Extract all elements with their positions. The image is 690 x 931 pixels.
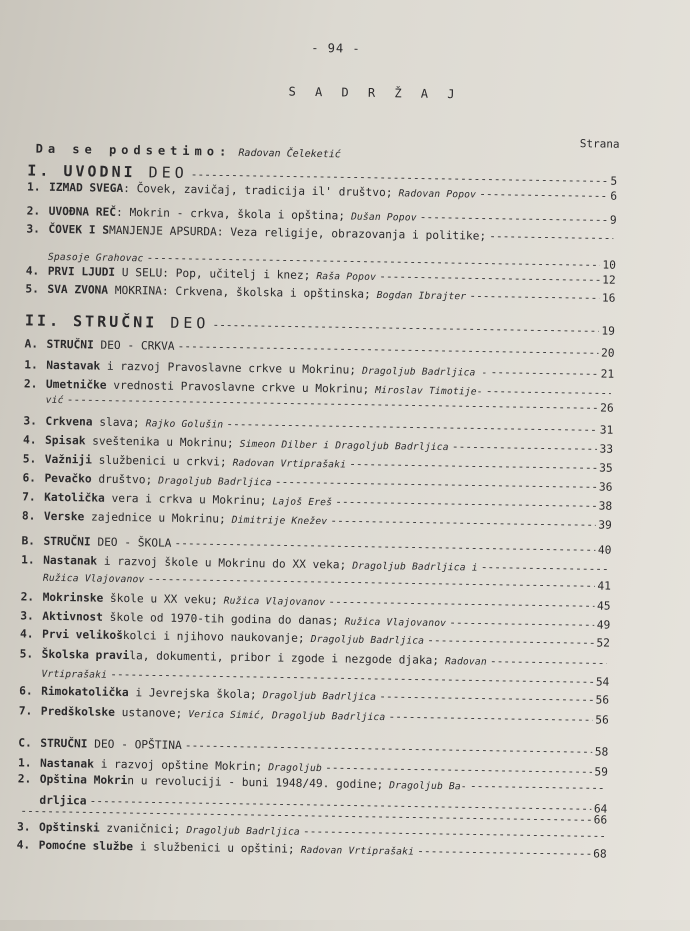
toc-entry <box>24 337 614 359</box>
page-ref: 54 <box>595 675 610 689</box>
page-ref: 64 <box>593 802 608 816</box>
entry-number: 7. <box>22 490 36 504</box>
entry-text <box>17 838 415 857</box>
entry-text <box>21 590 326 608</box>
page-ref: 58 <box>594 745 609 759</box>
entry-text <box>23 414 223 430</box>
entry-author: Miroslav Timotije- <box>369 384 483 398</box>
entry-bold-text: Aktivnost <box>42 609 104 624</box>
entry-bold-text: STRUČNI <box>46 337 94 352</box>
entry-bold-text: UVOĐNA REČ <box>48 204 117 219</box>
entry-text <box>25 311 210 332</box>
entry-title: U SELU: Pop, učitelj i knez; <box>114 265 311 282</box>
entry-bold-text: Mokrinske <box>42 590 104 605</box>
entry-bold-text: IZMAD SVEGA <box>48 180 124 195</box>
entry-text <box>26 264 377 283</box>
dash-leader <box>489 230 613 245</box>
page-ref: 35 <box>599 461 613 475</box>
page-ref: 26 <box>600 401 614 415</box>
entry-bold-text: Crkvena <box>45 414 93 429</box>
entry-title: službenici u crkvi; <box>91 453 227 469</box>
page-ref: 21 <box>600 367 615 381</box>
entry-author: Dragoljub Badrljica - <box>355 365 488 379</box>
dash-leader <box>335 495 596 512</box>
entry-title: MOKRINA: Crkvena, školska i opštinska; <box>107 283 371 301</box>
dash-leader <box>212 318 598 337</box>
entry-number: 2. <box>26 204 41 218</box>
entry-title: : Čovek, zavičaj, tradicija il' društvo; <box>123 181 393 200</box>
entry-author: vić <box>45 394 64 407</box>
entry-title: i razvoj Pravoslavne crkve u Mokrinu; <box>100 359 357 377</box>
dash-leader <box>177 340 598 360</box>
entry-title: MANJENJE APSURDA: Veza religije, obrazovanja i politike; <box>108 223 487 243</box>
dash-leader <box>174 537 595 557</box>
entry-author: Dragoljub Badrljica <box>304 633 425 647</box>
page-ref: 41 <box>597 579 611 593</box>
entry-title: zvaničnici; <box>99 821 181 836</box>
page-ref: 59 <box>594 765 609 779</box>
entry-bold-text: Spisak <box>44 433 86 448</box>
entry-text <box>21 570 145 585</box>
entry-text <box>20 609 446 629</box>
dash-leader <box>110 668 593 689</box>
page-title: S A D R Ž A J <box>288 84 461 102</box>
heading-rest: DEO <box>157 313 210 333</box>
entry-author: Verica Simić, Dragoljub Badrljica <box>182 708 386 724</box>
entry-author: Dragoljub <box>262 762 323 775</box>
entry-text <box>27 204 417 223</box>
entry-title: i razvoj škole u Mokrinu do XX veka; <box>96 554 347 572</box>
dash-leader <box>275 475 596 493</box>
entry-text <box>21 534 171 549</box>
entry-number: 3. <box>20 609 34 623</box>
page-ref: 31 <box>599 423 614 437</box>
entry-number: 4. <box>16 838 31 852</box>
dash-leader <box>147 572 594 592</box>
entry-text <box>23 452 347 470</box>
entry-bold-text: Opštinski <box>38 820 100 835</box>
page-ref: 36 <box>598 480 613 494</box>
toc-entry <box>19 704 609 726</box>
entry-text <box>18 756 322 774</box>
section-heading <box>25 311 615 338</box>
entry-author: Raša Popov <box>310 270 377 283</box>
entry-author: Dimitrije Knežev <box>225 514 328 528</box>
entry-title: n u revoluciji - buni 1948/49. godine; <box>127 774 384 792</box>
entry-author: Bogdan Ibrajter <box>370 289 467 303</box>
entry-author: Dragoljub Badrljica i <box>346 560 478 574</box>
toc-entry <box>24 358 614 380</box>
entry-bold-text: SVA ZVONA <box>47 282 109 297</box>
heading-rest: DEO <box>135 163 188 182</box>
page-ref: 6 <box>610 189 618 203</box>
entry-author: Radovan <box>438 655 487 668</box>
entry-bold-text: Nastavak <box>46 358 101 373</box>
dash-leader <box>470 779 605 794</box>
entry-title: slava; <box>92 415 140 430</box>
toc-entry <box>19 684 609 706</box>
dash-leader <box>379 270 599 286</box>
entry-title: DEO - OPŠTINA <box>87 737 182 752</box>
entry-text <box>17 820 300 837</box>
dash-leader <box>303 825 604 843</box>
entry-author: Dragoljub Badrljica <box>256 690 377 703</box>
page-ref: 56 <box>595 693 610 707</box>
entry-bold-text: Rimokatolička <box>41 684 129 700</box>
dash-leader <box>481 561 609 576</box>
entry-author: Radovan Vrtiprašaki <box>294 844 415 858</box>
toc-entry <box>17 838 607 860</box>
entry-text <box>24 337 174 352</box>
entry-author: Dragoljub Badrljica <box>152 475 272 489</box>
dash-leader <box>330 514 595 531</box>
entry-bold-text: Umetničke <box>45 377 107 392</box>
entry-author: Lajoš Ereš <box>266 496 333 509</box>
dash-leader <box>427 634 593 650</box>
toc-entry <box>25 282 615 304</box>
entry-number: 8. <box>21 509 36 523</box>
entry-author: Spasoje Grahovac <box>47 251 144 265</box>
dash-leader <box>417 845 590 861</box>
entry-text <box>20 647 487 667</box>
toc-entry <box>23 433 613 455</box>
entry-number: 5. <box>19 647 34 661</box>
entry-title: i razvoj opštine Mokrin; <box>93 757 263 774</box>
entry-bold-text: Pomoćne službe <box>38 838 134 854</box>
entry-bold-text: Pevačko <box>44 471 92 486</box>
entry-number: 1. <box>17 756 32 770</box>
heading-bold: II. STRUČNI <box>24 311 158 332</box>
toc-entry <box>26 222 616 244</box>
page-ref: 66 <box>593 813 608 827</box>
entry-text <box>22 490 332 508</box>
entry-number: 5. <box>22 452 37 466</box>
entry-bold-text: Verske <box>43 509 85 524</box>
entry-bold-text: STRUČNI <box>40 736 88 751</box>
entry-number: 4. <box>22 433 37 447</box>
entry-author: Dragoljub Ba- <box>383 780 467 793</box>
toc-entry <box>18 736 608 758</box>
entry-number: 1. <box>21 553 35 567</box>
entry-author: Radovan Popov <box>392 188 477 201</box>
dash-leader <box>420 211 607 227</box>
entry-author: Simeon Dilber i Dragoljub Badrljica <box>233 438 449 454</box>
entry-bold-text: Predškolske <box>40 704 116 719</box>
dash-leader <box>328 595 594 612</box>
entry-author: Vrtiprašaki <box>41 668 108 681</box>
page-ref: 39 <box>598 518 612 532</box>
entry-author: Ružica Vlajovanov <box>338 616 447 630</box>
entry-number: 6. <box>22 471 37 485</box>
dash-leader <box>479 188 607 203</box>
entry-title: i Jevrejska škola; <box>128 686 257 702</box>
entry-number: 5. <box>25 282 40 296</box>
dash-leader <box>325 761 592 778</box>
entry-author: Radovan Vrtiprašaki <box>226 457 347 471</box>
page-ref: 20 <box>600 346 615 360</box>
entry-number: 3. <box>16 820 31 834</box>
toc-entry <box>22 509 612 531</box>
entry-bold-text: Školska pravi <box>41 647 130 663</box>
page-ref: 33 <box>599 442 614 456</box>
entry-bold-text: STRUČNI <box>43 534 91 549</box>
entry-author: Rajko Golušin <box>139 418 224 431</box>
intro-label: Da se podsetimo: <box>35 141 232 159</box>
page-ref: 45 <box>596 599 611 613</box>
entry-number: 2. <box>23 377 38 391</box>
entry-number: C. <box>18 736 32 750</box>
intro-author: Radovan Čeleketić <box>238 147 341 161</box>
toc-entry <box>21 590 611 612</box>
entry-text <box>22 471 271 488</box>
entry-bold-text: drljica <box>39 793 87 808</box>
entry-title: škole u XX veku; <box>103 591 218 607</box>
entry-title: la, dokumenti, pribor i zgode i nezgode djaka; <box>129 649 440 667</box>
dash-leader <box>490 655 607 670</box>
entry-number: 1. <box>24 358 38 372</box>
entry-text <box>26 222 486 242</box>
entry-title: ustanove; <box>114 705 183 720</box>
dash-leader <box>452 440 597 455</box>
entry-text <box>19 666 107 680</box>
toc-entry <box>22 471 612 493</box>
entry-number: B. <box>21 534 36 548</box>
toc-entry <box>20 627 610 649</box>
page-ref: 16 <box>601 291 616 305</box>
entry-text <box>19 684 376 703</box>
entry-title: društvo; <box>91 472 153 487</box>
entry-text <box>23 433 449 453</box>
page-ref: 49 <box>596 618 611 632</box>
entry-bold-text: Nastanak <box>39 756 95 771</box>
page-ref: 38 <box>598 499 613 513</box>
entry-number: 6. <box>19 684 33 698</box>
toc-entry <box>21 534 611 556</box>
entry-title: vrednosti Pravoslavne crkve u Mokrinu; <box>106 378 370 396</box>
page-number: - 94 - <box>311 40 361 56</box>
page-ref: 56 <box>595 713 609 727</box>
entry-number: 2. <box>17 772 32 786</box>
dash-leader <box>490 366 597 381</box>
entry-number: 7. <box>18 704 33 718</box>
entry-title: zajednice u Mokrinu; <box>84 510 226 526</box>
entry-number: 1. <box>26 180 41 194</box>
entry-text <box>19 704 386 723</box>
entry-title: i službenici u opštini; <box>132 840 295 856</box>
dash-leader <box>469 289 599 304</box>
entry-text <box>25 282 466 302</box>
entry-title: vera i crkva u Mokrinu; <box>104 491 267 508</box>
entry-title: DEO - CRKVA <box>93 338 175 353</box>
entry-text <box>24 392 64 406</box>
entry-title: : Mokrin - crkva, škola i opština; <box>115 205 346 223</box>
page-ref: 19 <box>601 324 615 338</box>
toc-entry <box>23 452 613 474</box>
entry-author: Dušan Popov <box>344 211 417 224</box>
entry-bold-text: ČOVEK I S <box>48 222 110 237</box>
toc-entry <box>23 414 613 436</box>
entry-author: Ružica Vlajovanov <box>217 595 326 609</box>
entry-number: 2. <box>20 590 35 604</box>
entry-bold-text: Prvi velikoš <box>41 627 123 643</box>
strana-label: Strana <box>579 137 620 151</box>
page-ref: 68 <box>593 847 607 861</box>
entry-text <box>27 161 188 182</box>
entry-number: 3. <box>26 222 40 236</box>
entry-title: sveštenika u Mokrinu; <box>85 434 234 450</box>
entry-text <box>20 627 424 646</box>
page-ref: 5 <box>610 174 618 188</box>
entry-author: Ružica Vlajovanov <box>42 572 145 586</box>
dash-leader <box>486 385 611 400</box>
entry-bold-text: Nastanak <box>43 553 98 568</box>
entry-number: 4. <box>19 627 34 641</box>
entry-title: DEO - ŠKOLA <box>90 535 172 550</box>
page-ref: 12 <box>602 273 616 287</box>
entry-bold-text: Opština Mokri <box>39 772 128 788</box>
dash-leader <box>185 739 592 758</box>
entry-number: 3. <box>23 414 37 428</box>
page-ref: 40 <box>597 543 612 557</box>
dash-leader <box>449 616 594 631</box>
entry-text <box>22 509 328 527</box>
entry-text <box>24 358 487 378</box>
entry-title: kolci i njihovo naukovanje; <box>122 629 305 645</box>
toc-entry <box>22 490 612 512</box>
dash-leader <box>388 710 592 726</box>
page-ref: 52 <box>596 636 611 650</box>
entry-bold-text: Važniji <box>44 452 93 467</box>
intro-line <box>36 142 341 161</box>
entry-text <box>26 249 144 264</box>
entry-author: Dragoljub Badrljica <box>180 824 301 838</box>
entry-number: 4. <box>25 264 40 278</box>
entry-text <box>18 736 182 752</box>
entry-bold-text: PRVI LJUDI <box>47 264 116 279</box>
dash-leader <box>226 418 597 437</box>
dash-leader <box>379 690 593 706</box>
entry-number: A. <box>24 337 39 351</box>
toc-entry <box>20 647 610 669</box>
entry-title: škole od 1970-tih godina do danas; <box>102 610 339 628</box>
heading-bold: I. UVODNI <box>27 161 136 182</box>
dash-leader <box>349 458 596 475</box>
page-ref: 10 <box>602 258 617 272</box>
entry-bold-text: Katolička <box>44 490 105 505</box>
page-ref: 9 <box>609 213 617 227</box>
